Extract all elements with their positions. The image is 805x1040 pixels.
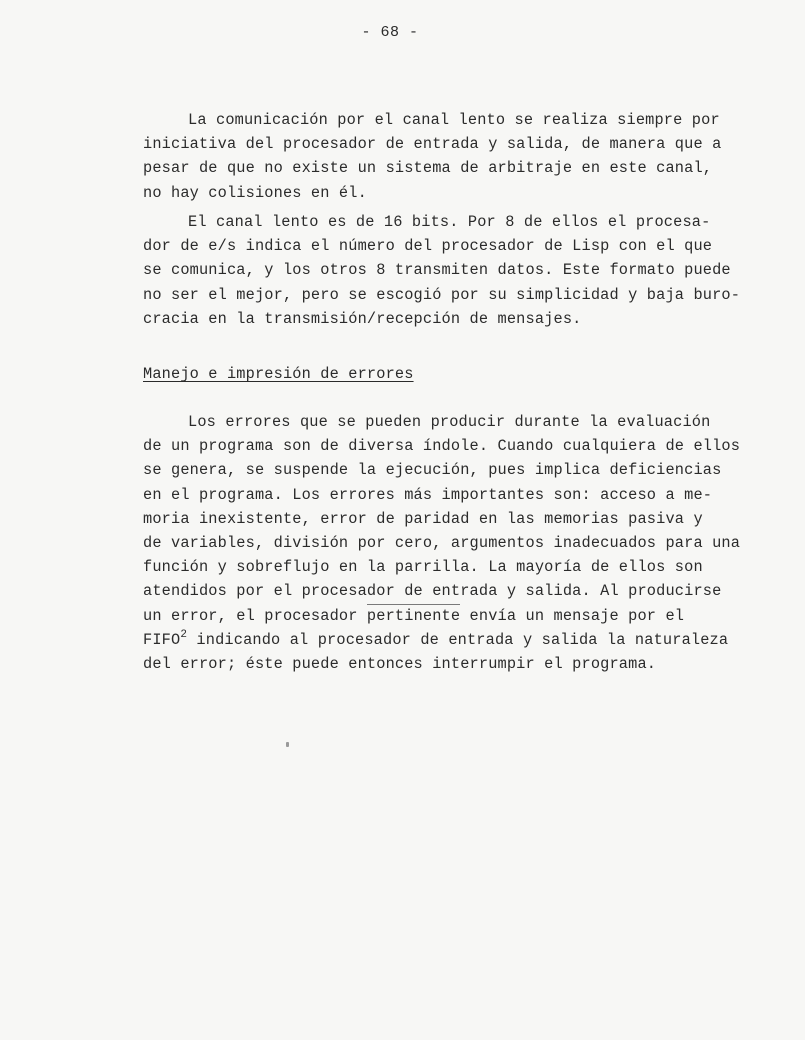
text-segment: un error, el procesador [143, 606, 367, 625]
text-segment: FIFO [143, 630, 181, 649]
text-line: en el programa. Los errores más importantes son: acceso a me- [143, 485, 713, 504]
text-line [143, 604, 740, 628]
text-line: cracia en la transmisión/recepción de mensajes. [143, 309, 582, 328]
section-heading: Manejo e impresión de errores [143, 365, 414, 383]
paragraph-errores [143, 410, 740, 676]
footnote-reference: 2 [180, 628, 188, 641]
text-line: de un programa son de diversa índole. Cuando cualquiera de ellos [143, 437, 741, 456]
text-line: dor de e/s indica el número del procesador de Lisp con el que [143, 237, 713, 256]
marked-word: pertinente [367, 604, 460, 627]
page-number: - 68 - [361, 24, 419, 41]
text-line: no ser el mejor, pero se escogió por su simplicidad y baja buro- [143, 285, 741, 304]
text-line: La comunicación por el canal lento se realiza siempre por [188, 111, 720, 129]
paragraph-16-bits [143, 210, 740, 331]
text-line: pesar de que no existe un sistema de arbitraje en este canal, [143, 159, 713, 178]
paragraph-canal-lento [143, 108, 721, 205]
text-line: se genera, se suspende la ejecución, pues implica deficiencias [143, 461, 722, 480]
text-line [143, 628, 740, 652]
text-line: atendidos por el procesador de entrada y salida. Al producirse [143, 582, 722, 601]
text-line: El canal lento es de 16 bits. Por 8 de ellos el procesa- [188, 213, 711, 231]
text-line: se comunica, y los otros 8 transmiten datos. Este formato puede [143, 261, 731, 280]
text-line: iniciativa del procesador de entrada y salida, de manera que a [143, 135, 722, 154]
text-line: no hay colisiones en él. [143, 183, 367, 202]
text-segment: envía un mensaje por el [460, 606, 685, 625]
text-segment: indicando al procesador de entrada y salida la naturaleza [187, 630, 729, 649]
paper-speck [286, 742, 289, 747]
text-line: Los errores que se pueden producir durante la evaluación [188, 413, 711, 431]
text-line: función y sobreflujo en la parrilla. La mayoría de ellos son [143, 558, 703, 577]
text-line: moria inexistente, error de paridad en las memorias pasiva y [143, 509, 703, 528]
text-line: de variables, división por cero, argumentos inadecuados para una [143, 534, 741, 553]
text-line: del error; éste puede entonces interrumpir el programa. [143, 655, 657, 674]
